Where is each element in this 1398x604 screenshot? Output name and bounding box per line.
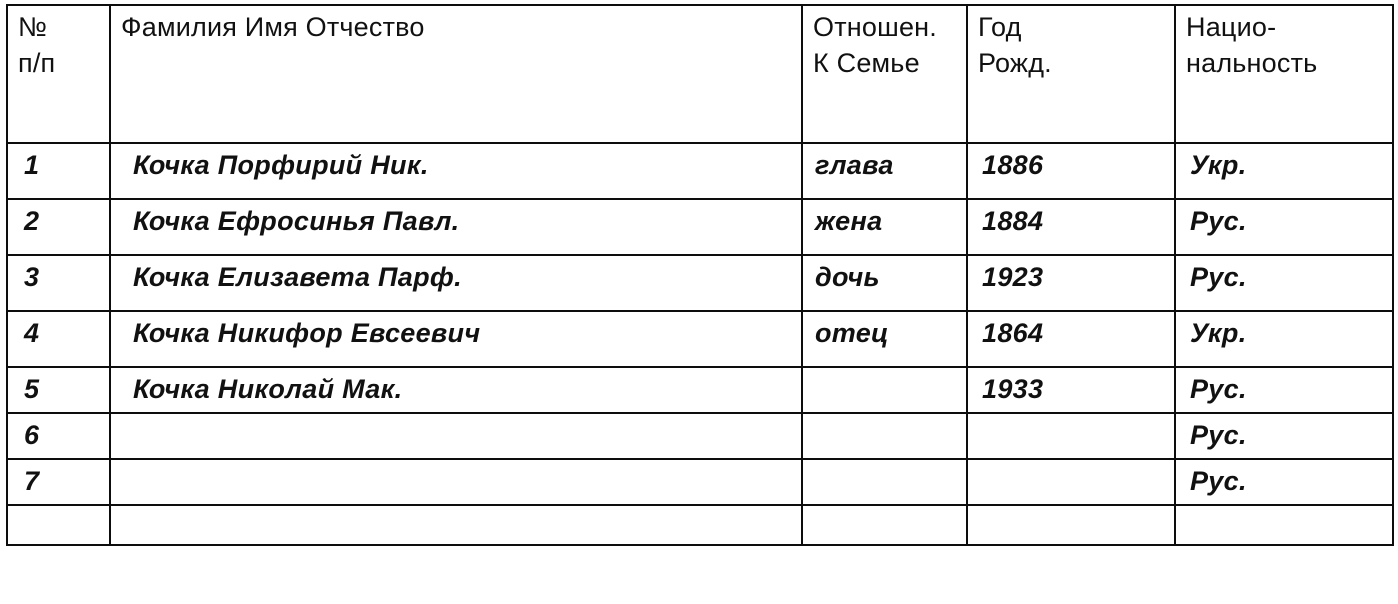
cell-fullname: Кочка Елизавета Парф. bbox=[110, 255, 802, 311]
cell-nationality: Рус. bbox=[1175, 255, 1393, 311]
table-row bbox=[7, 199, 1393, 255]
cell-birthyear bbox=[967, 505, 1175, 545]
cell-fullname bbox=[110, 413, 802, 459]
cell-nationality: Укр. bbox=[1175, 143, 1393, 199]
column-header-number-line1: № bbox=[18, 12, 48, 42]
cell-number: 4 bbox=[7, 311, 110, 367]
table-row bbox=[7, 367, 1393, 413]
cell-nationality bbox=[1175, 505, 1393, 545]
table-row bbox=[7, 505, 1393, 545]
census-table bbox=[6, 4, 1394, 546]
table-row bbox=[7, 413, 1393, 459]
cell-fullname: Кочка Николай Мак. bbox=[110, 367, 802, 413]
column-header-birthyear-line1: Год bbox=[978, 12, 1022, 42]
cell-number: 6 bbox=[7, 413, 110, 459]
table-row bbox=[7, 255, 1393, 311]
cell-birthyear bbox=[967, 459, 1175, 505]
table-row bbox=[7, 143, 1393, 199]
cell-nationality: Рус. bbox=[1175, 459, 1393, 505]
cell-birthyear: 1864 bbox=[967, 311, 1175, 367]
cell-relation bbox=[802, 459, 967, 505]
column-header-relation-line2: К Семье bbox=[813, 47, 920, 78]
table-row bbox=[7, 459, 1393, 505]
column-header-number bbox=[7, 5, 110, 143]
cell-relation: отец bbox=[802, 311, 967, 367]
table-row bbox=[7, 311, 1393, 367]
cell-birthyear: 1886 bbox=[967, 143, 1175, 199]
column-header-relation bbox=[802, 5, 967, 143]
cell-relation: жена bbox=[802, 199, 967, 255]
cell-relation bbox=[802, 413, 967, 459]
cell-nationality: Укр. bbox=[1175, 311, 1393, 367]
document-page bbox=[0, 4, 1398, 604]
cell-fullname bbox=[110, 505, 802, 545]
column-header-nationality-line1: Нацио- bbox=[1186, 12, 1277, 42]
cell-relation: дочь bbox=[802, 255, 967, 311]
column-header-fullname-line1: Фамилия Имя Отчество bbox=[121, 12, 425, 42]
cell-birthyear: 1923 bbox=[967, 255, 1175, 311]
column-header-relation-line1: Отношен. bbox=[813, 12, 937, 42]
cell-birthyear bbox=[967, 413, 1175, 459]
cell-birthyear: 1884 bbox=[967, 199, 1175, 255]
table-header bbox=[7, 5, 1393, 143]
column-header-fullname bbox=[110, 5, 802, 143]
cell-number: 5 bbox=[7, 367, 110, 413]
column-header-nationality-line2: нальность bbox=[1186, 47, 1318, 78]
cell-number: 1 bbox=[7, 143, 110, 199]
cell-nationality: Рус. bbox=[1175, 367, 1393, 413]
column-header-birthyear-line2: Рожд. bbox=[978, 47, 1052, 78]
cell-fullname bbox=[110, 459, 802, 505]
column-header-birthyear bbox=[967, 5, 1175, 143]
cell-nationality: Рус. bbox=[1175, 413, 1393, 459]
column-header-nationality bbox=[1175, 5, 1393, 143]
cell-fullname: Кочка Ефросинья Павл. bbox=[110, 199, 802, 255]
cell-relation: глава bbox=[802, 143, 967, 199]
cell-relation bbox=[802, 367, 967, 413]
table-body bbox=[7, 143, 1393, 545]
cell-fullname: Кочка Никифор Евсеевич bbox=[110, 311, 802, 367]
cell-number: 2 bbox=[7, 199, 110, 255]
cell-nationality: Рус. bbox=[1175, 199, 1393, 255]
cell-number: 3 bbox=[7, 255, 110, 311]
column-header-number-line2: п/п bbox=[18, 47, 56, 78]
cell-number bbox=[7, 505, 110, 545]
cell-number: 7 bbox=[7, 459, 110, 505]
cell-fullname: Кочка Порфирий Ник. bbox=[110, 143, 802, 199]
table-header-row bbox=[7, 5, 1393, 143]
cell-birthyear: 1933 bbox=[967, 367, 1175, 413]
cell-relation bbox=[802, 505, 967, 545]
